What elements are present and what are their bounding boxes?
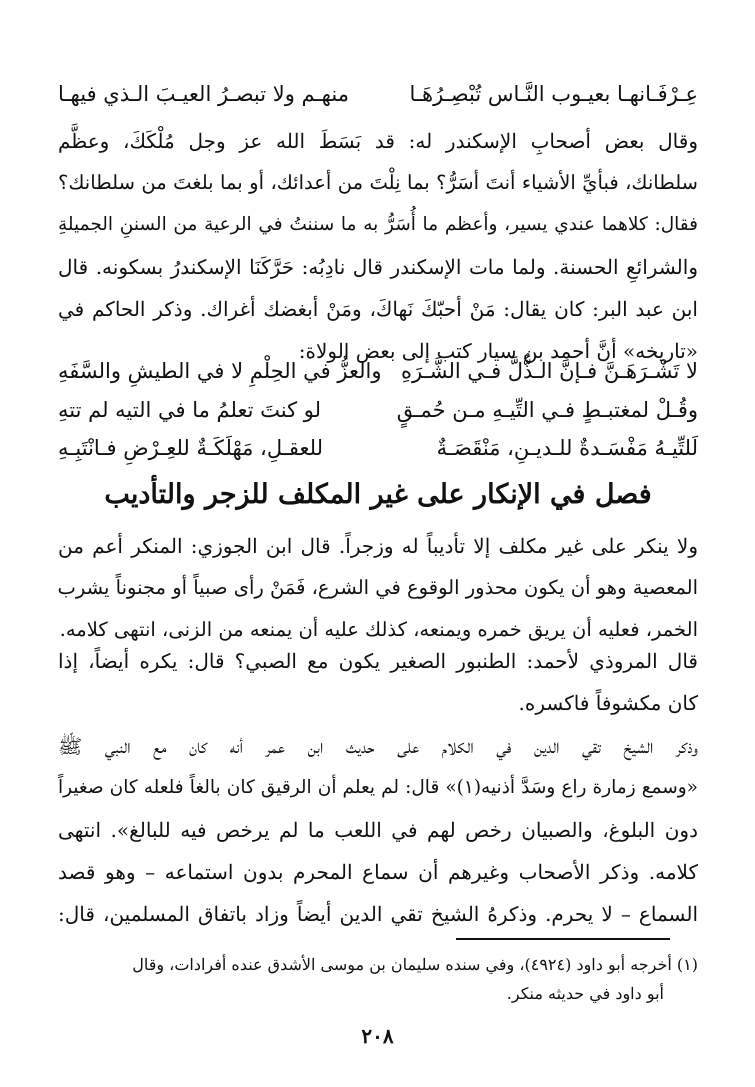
- paragraph-marwazi: [58, 640, 698, 724]
- text-line: المعصية وهو أن يكون محذور الوقوع في الشرع، فَمَنْ رأى صبياً أو مجنوناً يشرب: [58, 576, 698, 599]
- footnote-divider: [456, 938, 670, 940]
- paragraph-alexander: [58, 120, 698, 372]
- text-line: وذكر الشيخ تقي الدين في الكلام على حديث ابن عمر أنه كان مع النبي ﷺ: [58, 734, 698, 758]
- paragraph-ibn-aljawzi: [58, 525, 698, 651]
- verse-line-3: [58, 430, 698, 466]
- text-line: سلطانك، فبأيِّ الأشياء أنتَ أسَرُّ؟ بما نِلْتَ من أعدائك، أو بما بلغتَ من سلطانك؟: [58, 171, 698, 194]
- text-line: فقال: كلاهما عندي يسير، وأعظم ما أُسَرُّ به ما سننتُ في الرعية من السننِ الجميلةِ: [58, 214, 698, 235]
- text-line: الخمر، فعليه أن يريق خمره ويمنعه، كذلك عليه أن يمنعه من الزنى، انتهى كلامه.: [59, 618, 698, 641]
- text-line: «وسمع زمارة راع وسَدَّ أذنيه(١)» قال: لم يعلم أن الرقيق كان بالغاً فلعله كان صغيراً: [58, 777, 698, 798]
- text-line: دون البلوغ، والصبيان رخص لهم في اللعب ما لم يرخص فيه للبالغ». انتهى: [58, 818, 698, 842]
- verse-hemistich-right: عِـرْفَـانهـا بعيـوب النَّـاس تُبْصِـرُهَـا: [409, 82, 698, 106]
- footnote-line: أبو داود في حديثه منكر.: [506, 984, 664, 1003]
- text-line: السماع – لا يحرم. وذكرهُ الشيخ تقي الدين أيضاً وزاد باتفاق المسلمين، قال:: [58, 902, 698, 926]
- verse-hemistich-right: لَلتِّيـهُ مَفْسَـدةٌ للـديـنِ، مَنْقَصَـةٌ: [436, 436, 698, 460]
- verse-hemistich-right: لا تَشْـرَهَـنَّ فـإنَّ الـذُّلَّ فـي الشَّـرَهِ: [401, 359, 698, 383]
- verse-hemistich-left: للعقـلِ، مَهْلَكَـةٌ للعِـرْضِ فـانْتَبِـهِ: [58, 436, 323, 460]
- text-line: كلامه. وذكر الأصحاب وغيرهم أن سماع المحرم بدون استماعه – وهو قصد: [58, 860, 698, 884]
- footnote: [58, 950, 698, 1008]
- page-number: ٢٠٨: [361, 1024, 394, 1048]
- text-line: «تاريخه» أنَّ أحمد بن سيار كتب إلى بعض الولاة:: [298, 339, 698, 363]
- section-heading: فصل في الإنكار على غير المكلف للزجر والتأديب: [104, 479, 652, 510]
- text-line: ولا ينكر على غير مكلف إلا تأديباً له وزجراً. قال ابن الجوزي: المنكر أعم من: [58, 534, 698, 558]
- text-line: كان مكشوفاً فاكسره.: [518, 691, 698, 715]
- verse-line-1: [58, 353, 698, 389]
- verse-line-2: [58, 392, 698, 428]
- paragraph-taqi-aldin: [58, 725, 698, 935]
- text-line: ابن عبد البر: كان يقال: مَنْ أحبّكَ نَهاكَ، ومَنْ أبغضك أغراك. وذكر الحاكم في: [58, 297, 698, 321]
- verse-hemistich-left: لو كنتَ تعلمُ ما في التيه لم تتهِ: [58, 398, 322, 422]
- footnote-line: (١) أخرجه أبو داود (٤٩٢٤)، وفي سنده سليمان بن موسى الأشدق عنده أفرادات، وقال: [132, 955, 698, 974]
- verse-hemistich-left: منهـم ولا تبصـرُ العيـبَ الـذي فيهـا: [58, 82, 349, 106]
- text-line: قال المروذي لأحمد: الطنبور الصغير يكون مع الصبي؟ قال: يكره أيضاً، إذا: [58, 649, 698, 673]
- text-line: والشرائعِ الحسنة. ولما مات الإسكندر قال نادِبُه: حَرَّكَنَا الإسكندرُ بسكونه. قال: [58, 255, 698, 279]
- verse-line-top: [58, 76, 698, 112]
- text-line: وقال بعض أصحابِ الإسكندر له: قد بَسَطَ الله عز وجل مُلْكَكَ، وعظَّم: [58, 129, 698, 153]
- verse-hemistich-left: والعزُّ في الحِلْمِ لا في الطيشِ والسَّفَهِ: [58, 359, 382, 383]
- verse-hemistich-right: وقُـلْ لمغتبـطٍ فـي التِّيـهِ مـن حُمـقٍ: [396, 398, 698, 422]
